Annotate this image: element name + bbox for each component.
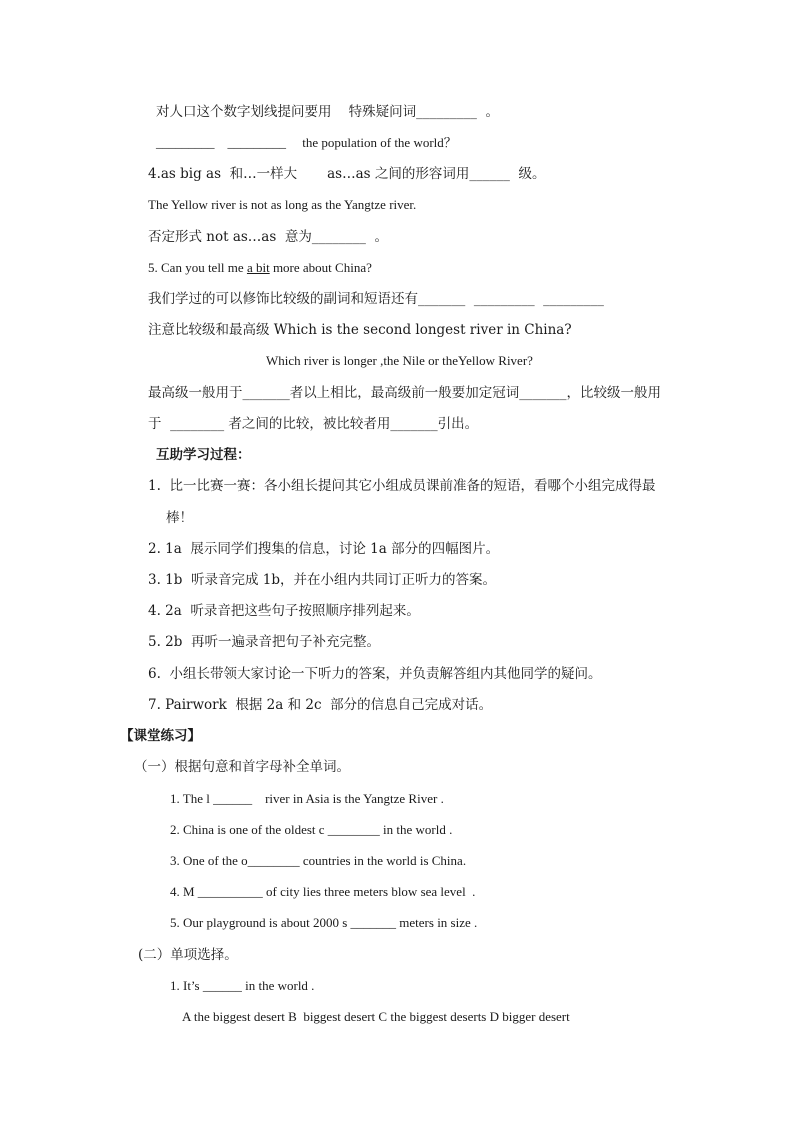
process-step-5: 5. 2b 再听一遍录音把句子补充完整。	[148, 634, 380, 650]
grammar-line-6-end: more about China?	[269, 260, 372, 275]
practice-part-2-title: (二）单项选择。	[138, 947, 238, 963]
process-step-4: 4. 2a 听录音把这些句子按照顺序排列起来。	[148, 603, 420, 619]
grammar-line-9: Which river is longer ,the Nile or theYellow River?	[266, 353, 533, 368]
grammar-line-8: 注意比较级和最高级 Which is the second longest river in China?	[148, 322, 572, 338]
process-step-1: 1. 比一比赛一赛：各小组长提问其它小组成员课前准备的短语，看哪个小组完成得最	[148, 478, 656, 494]
grammar-line-4: The Yellow river is not as long as the Yangtze river.	[148, 197, 417, 212]
grammar-line-6	[148, 258, 372, 278]
process-step-3: 3. 1b 听录音完成 1b，并在小组内共同订正听力的答案。	[148, 572, 497, 588]
grammar-line-5: 否定形式 not as…as 意为________ 。	[148, 229, 388, 245]
grammar-line-6-start: 5. Can you tell me	[148, 260, 247, 275]
choice-question-1-options: A the biggest desert B biggest desert C the biggest deserts D bigger desert	[182, 1009, 570, 1024]
practice-question-1: 1. The l ______ river in Asia is the Yangtze River .	[170, 791, 444, 806]
process-heading: 互助学习过程：	[156, 447, 251, 463]
grammar-line-7: 我们学过的可以修饰比较级的副词和短语还有_______ _________ _________	[148, 291, 604, 307]
practice-heading: 【课堂练习】	[120, 728, 201, 744]
process-step-2: 2. 1a 展示同学们搜集的信息，讨论 1a 部分的四幅图片。	[148, 541, 500, 557]
grammar-line-10: 最高级一般用于_______者以上相比，最高级前一般要加定冠词_______，比较级一般用	[148, 385, 661, 401]
practice-question-5: 5. Our playground is about 2000 s _______ meters in size .	[170, 915, 478, 930]
grammar-line-3: 4.as big as 和…一样大 as…as 之间的形容词用______ 级。	[148, 166, 546, 182]
grammar-line-11: 于 ________ 者之间的比较，被比较者用_______引出。	[148, 416, 479, 432]
grammar-line-2: _________ _________ the population of the world？	[156, 135, 457, 150]
practice-part-1-title: （一）根据句意和首字母补全单词。	[134, 759, 350, 775]
practice-question-2: 2. China is one of the oldest c ________ in the world .	[170, 822, 453, 837]
grammar-line-1: 对人口这个数字划线提问要用 特殊疑问词_________ 。	[156, 104, 499, 120]
choice-question-1: 1. It’s ______ in the world .	[170, 978, 315, 993]
process-step-1-cont: 棒！	[166, 510, 193, 526]
practice-question-3: 3. One of the o________ countries in the world is China.	[170, 853, 467, 868]
practice-question-4: 4. M __________ of city lies three meters blow sea level .	[170, 884, 476, 899]
process-step-7: 7. Pairwork 根据 2a 和 2c 部分的信息自己完成对话。	[148, 697, 493, 713]
underlined-phrase: a bit	[246, 260, 270, 275]
process-step-6: 6. 小组长带领大家讨论一下听力的答案，并负责解答组内其他同学的疑问。	[148, 666, 602, 682]
